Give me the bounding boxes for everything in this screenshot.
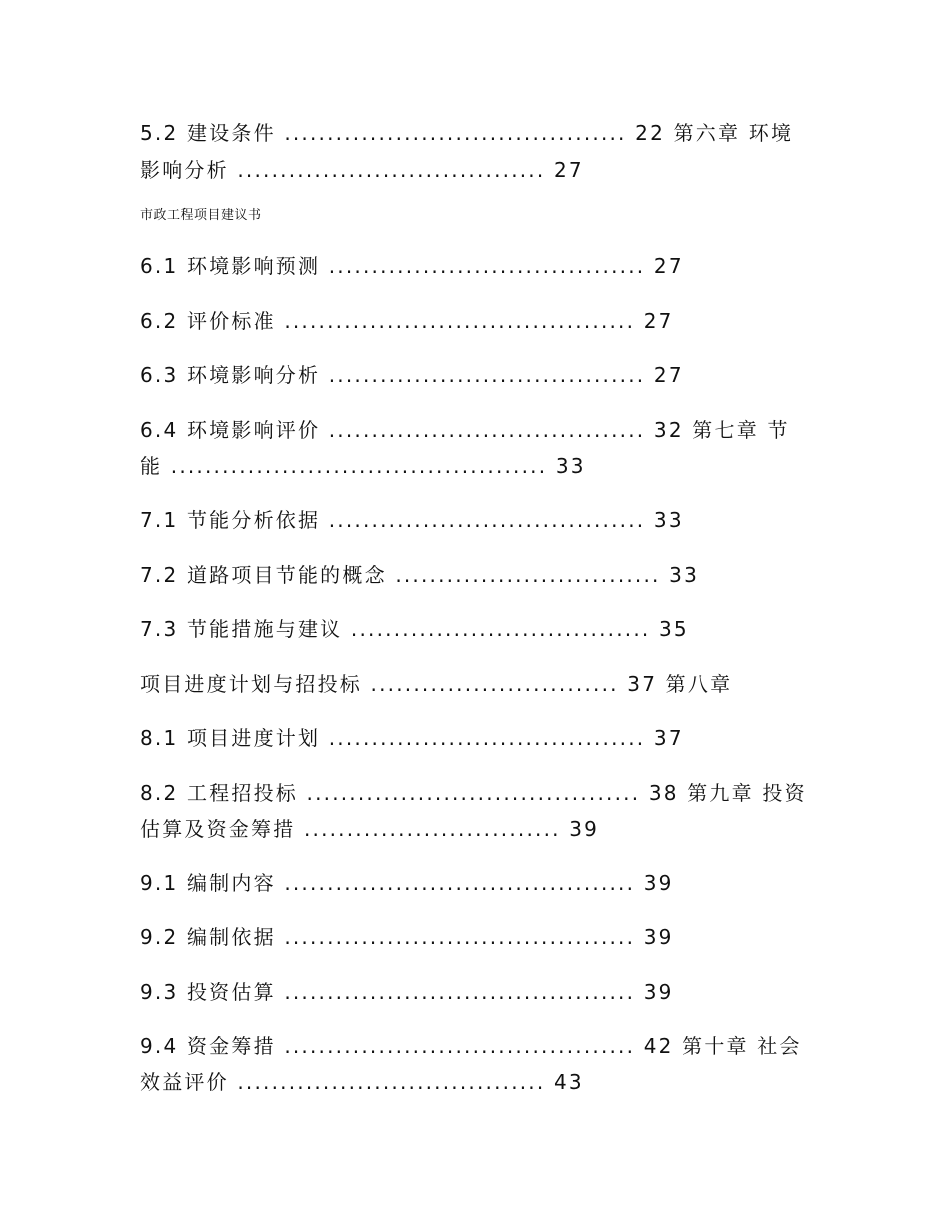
toc-entry-chapter-9: 估算及资金筹措 .............................. 39: [140, 817, 600, 841]
toc-entry-5-2: 5.2 建设条件 ........................................ 22 第六章 环境: [140, 121, 794, 145]
toc-entry-chapter-7: 能 ............................................ 33: [140, 454, 586, 478]
running-header: 市政工程项目建议书: [140, 208, 262, 223]
toc-entry-9-1: 9.1 编制内容 ......................................... 39: [140, 871, 674, 895]
toc-entry-9-2: 9.2 编制依据 ......................................... 39: [140, 925, 674, 949]
toc-entry-6-3: 6.3 环境影响分析 ..................................... 27: [140, 363, 684, 387]
toc-entry-chapter-6: 影响分析 .................................... 27: [140, 158, 584, 182]
toc-entry-9-3: 9.3 投资估算 ......................................... 39: [140, 980, 674, 1004]
toc-entry-chapter-8-title: 项目进度计划与招投标 ............................. 37 第八章: [140, 672, 733, 696]
toc-entry-chapter-10: 效益评价 .................................... 43: [140, 1070, 584, 1094]
toc-entry-6-2: 6.2 评价标准 ......................................... 27: [140, 309, 674, 333]
toc-entry-7-1: 7.1 节能分析依据 ..................................... 33: [140, 508, 684, 532]
toc-entry-7-2: 7.2 道路项目节能的概念 ............................... 33: [140, 563, 700, 587]
toc-entry-9-4: 9.4 资金筹措 ......................................... 42 第十章 社会: [140, 1034, 802, 1058]
toc-entry-7-3: 7.3 节能措施与建议 ................................... 35: [140, 617, 689, 641]
toc-entry-8-2: 8.2 工程招投标 ....................................... 38 第九章 投资: [140, 781, 807, 805]
toc-entry-6-1: 6.1 环境影响预测 ..................................... 27: [140, 254, 684, 278]
toc-entry-8-1: 8.1 项目进度计划 ..................................... 37: [140, 726, 684, 750]
toc-entry-6-4: 6.4 环境影响评价 ..................................... 32 第七章 节: [140, 418, 790, 442]
